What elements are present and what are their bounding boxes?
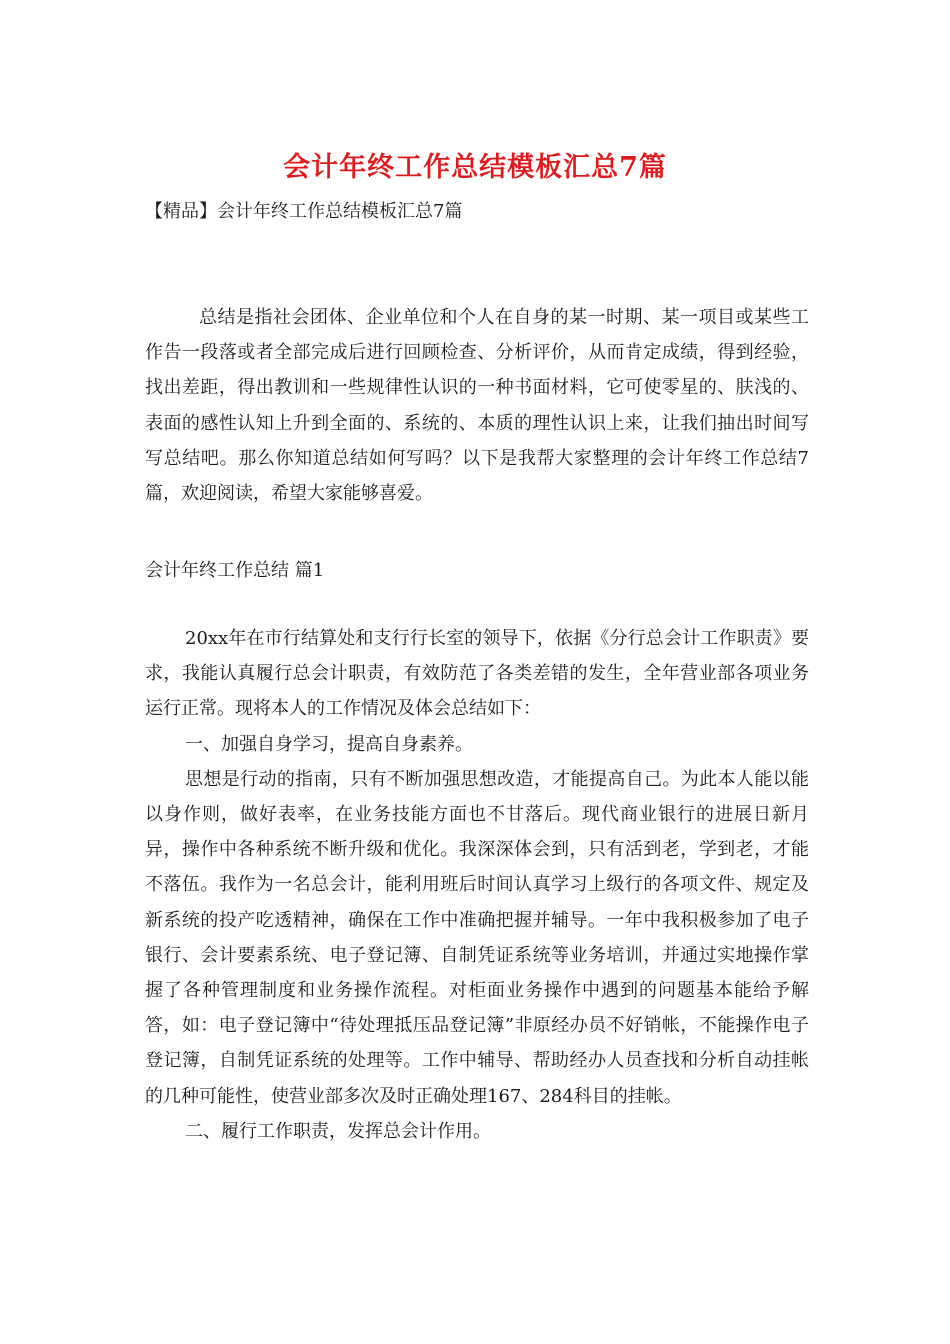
article-paragraph: 20xx年在市行结算处和支行行长室的领导下，依据《分行总会计工作职责》要求，我能认真履行总会计职责，有效防范了各类差错的发生，全年营业部各项业务运行正常。现将本人的工作情况及体会总结如下： — [145, 628, 809, 720]
article-heading: 二、履行工作职责，发挥总会计作用。 — [185, 1120, 491, 1142]
article-body — [145, 621, 809, 1149]
article-heading: 一、加强自身学习，提高自身素养。 — [185, 733, 473, 755]
section-heading: 会计年终工作总结 篇1 — [145, 560, 325, 581]
document-subtitle: 【精品】会计年终工作总结模板汇总7篇 — [145, 201, 463, 222]
intro-paragraph: 总结是指社会团体、企业单位和个人在自身的某一时期、某一项目或某些工作告一段落或者全部完成后进行回顾检查、分析评价，从而肯定成绩，得到经验，找出差距，得出教训和一些规律性认识的一种书面材料，它可使零星的、肤浅的、表面的感性认知上升到全面的、系统的、本质的理性认识上来，让我们抽出时间写写总结吧。那么你知道总结如何写吗？以下是我帮大家整理的会计年终工作总结7篇，欢迎阅读，希望大家能够喜爱。 — [145, 307, 809, 505]
document-title: 会计年终工作总结模板汇总7篇 — [283, 152, 667, 183]
article-paragraph: 思想是行动的指南，只有不断加强思想改造，才能提高自己。为此本人能以能以身作则，做好表率，在业务技能方面也不甘落后。现代商业银行的进展日新月异，操作中各种系统不断升级和优化。我深深体会到，只有活到老，学到老，才能不落伍。我作为一名总会计，能利用班后时间认真学习上级行的各项文件、规定及新系统的投产吃透精神，确保在工作中准确把握并辅导。一年中我积极参加了电子银行、会计要素系统、电子登记簿、自制凭证系统等业务培训，并通过实地操作掌握了各种管理制度和业务操作流程。对柜面业务操作中遇到的问题基本能给予解答，如：电子登记簿中“待处理抵压品登记簿”非原经办员不好销帐，不能操作电子登记簿，自制凭证系统的处理等。工作中辅导、帮助经办人员查找和分析自动挂帐的几种可能性，使营业部多次及时正确处理167、284科目的挂帐。 — [145, 768, 809, 1107]
